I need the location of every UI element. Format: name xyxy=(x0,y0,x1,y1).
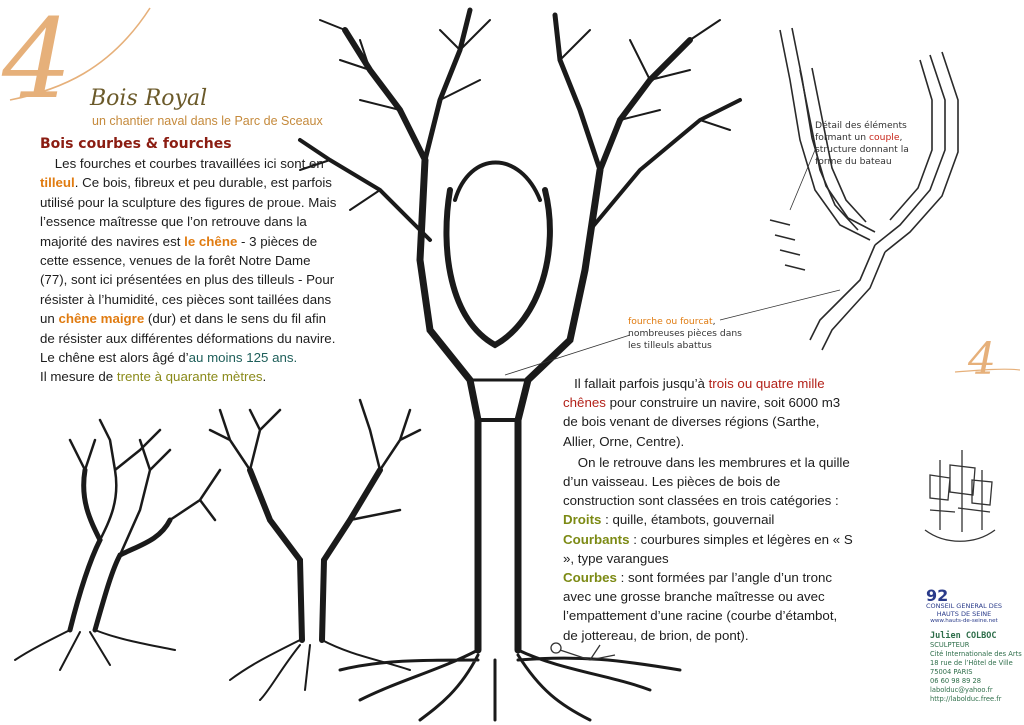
page-number: 4 xyxy=(968,334,996,385)
text-run: : courbures simples et légères en « S », type varangues xyxy=(563,531,853,566)
text-run: . xyxy=(262,369,267,385)
text-run: Il mesure de xyxy=(40,369,117,385)
text-run: . Ce bois, fibreux et peu durable, est parfois utilisé pour la sculpture des figures de proue. Mais l’essence maîtresse que l’on retrouve dans la majorité des navires est xyxy=(40,175,337,249)
section-title: Bois courbes & fourches xyxy=(40,136,232,152)
page-subtitle: un chantier naval dans le Parc de Sceaux xyxy=(92,114,323,128)
highlight-couple: couple xyxy=(868,132,900,143)
category-droits xyxy=(563,510,853,529)
lead-p2 xyxy=(40,348,340,367)
text-run: Le chêne est alors âgé d’ xyxy=(40,350,189,366)
highlight-fourche: fourche ou fourcat xyxy=(628,316,713,327)
sailing-ship-icon xyxy=(925,450,995,541)
page-title: Bois Royal xyxy=(90,86,208,111)
text-run: - 3 pièces de cette essence, venues de la forêt Notre Dame (77), sont ici présentées en plus des tilleuls - Pour résister à l’humidité, ces pièces sont taillées dans un xyxy=(40,233,335,327)
contact-card xyxy=(930,641,1022,704)
annotation-couple xyxy=(815,120,935,168)
council-logo: 92 xyxy=(926,586,949,605)
category-label: Courbes xyxy=(563,570,617,586)
highlight-tilleul: tilleul xyxy=(40,175,75,191)
text-run: , nombreuses pièces dans les tilleuls abattus xyxy=(628,316,742,351)
text-run: : quille, étambots, gouvernail xyxy=(601,512,775,528)
lead-p1 xyxy=(40,154,340,348)
lead-paragraph xyxy=(40,154,340,387)
text-run: , structure donnant la forme du bateau xyxy=(815,132,909,167)
text-run: On le retrouve dans les membrures et la quille d’un vaisseau. Les pièces de bois de construction sont classées en trois catégories : xyxy=(563,454,850,509)
highlight-chene: le chêne xyxy=(184,233,238,249)
highlight-chene-maigre: chêne maigre xyxy=(58,311,145,327)
council-website[interactable]: www.hauts-de-seine.net xyxy=(930,618,998,624)
right-p1 xyxy=(563,374,853,451)
address-line: 18 rue de l’Hôtel de Ville xyxy=(930,659,1013,667)
category-label: Courbants xyxy=(563,531,630,547)
sculptor-role: SCULPTEUR xyxy=(930,641,970,649)
address-line: Cité Internationale des Arts xyxy=(930,650,1022,658)
text-run: (dur) et dans le sens du fil afin de résister aux différentes déformations du navire. xyxy=(40,311,336,346)
text-run: pour construire un navire, soit 6000 m3 de bois venant de diverses régions (Sarthe, Allier, Orne, Centre). xyxy=(563,395,841,449)
text-run: Détail des éléments formant un xyxy=(815,120,907,143)
highlight-mille-chenes: trois ou quatre mille chênes xyxy=(563,376,825,411)
highlight-height: trente à quarante mètres xyxy=(116,369,263,385)
chapter-number: 4 xyxy=(2,0,72,123)
category-courbants xyxy=(563,530,853,568)
category-courbes xyxy=(563,568,853,645)
email-link[interactable]: labolduc@yahoo.fr xyxy=(930,686,993,694)
sculptor-name: Julien COLBOC xyxy=(930,631,997,641)
y-tree-drawing xyxy=(210,400,420,700)
address-line: 75004 PARIS xyxy=(930,668,973,676)
website-link[interactable]: http://labolduc.free.fr xyxy=(930,695,1002,703)
right-paragraph xyxy=(563,374,853,645)
category-label: Droits xyxy=(563,512,602,528)
small-tree-drawing xyxy=(15,420,220,670)
text-run: : sont formées par l’angle d’un tronc avec une grosse branche maîtresse ou avec l’empattement d’une racine (courbe d’étambot, de jottereau, de brion, de pont). xyxy=(563,570,838,643)
highlight-age: au moins 125 ans. xyxy=(188,350,298,366)
ship-frame-drawing xyxy=(770,28,958,350)
text-run: Il fallait parfois jusqu’à xyxy=(574,376,709,391)
text-run: Les fourches et courbes travaillées ici sont en xyxy=(54,156,324,171)
annotation-fourche xyxy=(628,316,748,352)
right-p2 xyxy=(563,453,853,511)
phone-number: 06 60 98 89 28 xyxy=(930,677,982,685)
council-name: CONSEIL GENERAL DES HAUTS DE SEINE xyxy=(925,602,1003,618)
lead-p3 xyxy=(40,367,340,386)
